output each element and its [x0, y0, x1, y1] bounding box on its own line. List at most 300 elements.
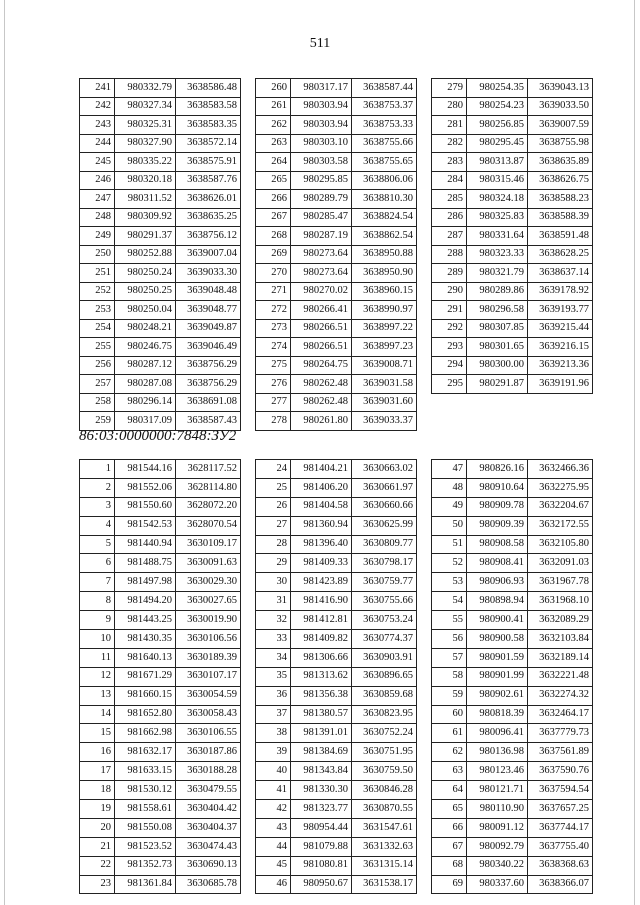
x-coordinate-cell: 981356.38	[291, 686, 352, 705]
x-coordinate-cell: 980262.48	[291, 393, 352, 412]
point-number-cell: 277	[256, 393, 291, 412]
x-coordinate-cell: 980325.31	[115, 116, 176, 135]
y-coordinate-cell: 3638591.48	[528, 227, 593, 246]
x-coordinate-cell: 980246.75	[115, 338, 176, 357]
point-number-cell: 52	[432, 554, 467, 573]
table-row	[432, 338, 593, 357]
x-coordinate-cell: 980121.71	[467, 781, 528, 800]
point-number-cell: 34	[256, 648, 291, 667]
page-number: 511	[309, 36, 331, 51]
y-coordinate-cell: 3630859.68	[352, 686, 417, 705]
x-coordinate-cell: 980323.33	[467, 245, 528, 264]
x-coordinate-cell: 980250.25	[115, 282, 176, 301]
table-row	[80, 208, 241, 227]
y-coordinate-cell: 3638756.29	[176, 375, 241, 394]
table-row	[432, 743, 593, 762]
x-coordinate-cell: 981542.53	[115, 516, 176, 535]
table-row	[432, 648, 593, 667]
x-coordinate-cell: 980096.41	[467, 724, 528, 743]
point-number-cell: 8	[80, 592, 115, 611]
x-coordinate-cell: 980906.93	[467, 573, 528, 592]
x-coordinate-cell: 981306.66	[291, 648, 352, 667]
x-coordinate-cell: 981497.98	[115, 573, 176, 592]
point-number-cell: 266	[256, 190, 291, 209]
point-number-cell: 55	[432, 611, 467, 630]
point-number-cell: 50	[432, 516, 467, 535]
point-number-cell: 65	[432, 800, 467, 819]
x-coordinate-cell: 981416.90	[291, 592, 352, 611]
x-coordinate-cell: 980908.58	[467, 535, 528, 554]
x-coordinate-cell: 981544.16	[115, 460, 176, 479]
point-number-cell: 261	[256, 97, 291, 116]
y-coordinate-cell: 3630058.43	[176, 705, 241, 724]
x-coordinate-cell: 980303.58	[291, 153, 352, 172]
point-number-cell: 53	[432, 573, 467, 592]
point-number-cell: 22	[80, 856, 115, 875]
x-coordinate-cell: 980313.87	[467, 153, 528, 172]
table-row	[256, 516, 417, 535]
x-coordinate-cell: 980910.64	[467, 478, 528, 497]
y-coordinate-cell: 3638806.06	[352, 171, 417, 190]
point-number-cell: 14	[80, 705, 115, 724]
table-row	[80, 762, 241, 781]
point-number-cell: 263	[256, 134, 291, 153]
table-row	[256, 573, 417, 592]
y-coordinate-cell: 3638575.91	[176, 153, 241, 172]
y-coordinate-cell: 3628114.80	[176, 478, 241, 497]
point-number-cell: 25	[256, 478, 291, 497]
table-row	[80, 667, 241, 686]
x-coordinate-cell: 980303.94	[291, 116, 352, 135]
x-coordinate-cell: 980123.46	[467, 762, 528, 781]
point-number-cell: 294	[432, 356, 467, 375]
point-number-cell: 275	[256, 356, 291, 375]
table-row	[256, 227, 417, 246]
y-coordinate-cell: 3630027.65	[176, 592, 241, 611]
x-coordinate-cell: 981440.94	[115, 535, 176, 554]
point-number-cell: 291	[432, 301, 467, 320]
point-number-cell: 69	[432, 875, 467, 894]
y-coordinate-cell: 3628070.54	[176, 516, 241, 535]
y-coordinate-cell: 3638753.33	[352, 116, 417, 135]
table-row	[80, 245, 241, 264]
y-coordinate-cell: 3630054.59	[176, 686, 241, 705]
y-coordinate-cell: 3639033.50	[528, 97, 593, 116]
scan-edge-right	[634, 0, 635, 905]
point-number-cell: 265	[256, 171, 291, 190]
y-coordinate-cell: 3638588.23	[528, 190, 593, 209]
y-coordinate-cell: 3630109.17	[176, 535, 241, 554]
table-row	[80, 227, 241, 246]
y-coordinate-cell: 3632221.48	[528, 667, 593, 686]
table-row	[256, 611, 417, 630]
point-number-cell: 58	[432, 667, 467, 686]
table-row	[256, 301, 417, 320]
y-coordinate-cell: 3630091.63	[176, 554, 241, 573]
x-coordinate-cell: 980291.37	[115, 227, 176, 246]
table-row	[432, 264, 593, 283]
table-row	[256, 856, 417, 875]
table-row	[432, 573, 593, 592]
y-coordinate-cell: 3638587.44	[352, 79, 417, 98]
point-number-cell: 16	[80, 743, 115, 762]
point-number-cell: 31	[256, 592, 291, 611]
point-number-cell: 290	[432, 282, 467, 301]
table-row	[432, 478, 593, 497]
x-coordinate-cell: 980311.52	[115, 190, 176, 209]
point-number-cell: 284	[432, 171, 467, 190]
point-number-cell: 64	[432, 781, 467, 800]
table-row	[256, 705, 417, 724]
y-coordinate-cell: 3630106.55	[176, 724, 241, 743]
table-row	[432, 667, 593, 686]
point-number-cell: 37	[256, 705, 291, 724]
point-number-cell: 274	[256, 338, 291, 357]
point-number-cell: 21	[80, 837, 115, 856]
x-coordinate-cell: 981558.61	[115, 800, 176, 819]
table-row	[80, 800, 241, 819]
table-row	[256, 648, 417, 667]
y-coordinate-cell: 3630896.65	[352, 667, 417, 686]
table-row	[256, 875, 417, 894]
table-row	[80, 686, 241, 705]
point-number-cell: 10	[80, 630, 115, 649]
point-number-cell: 259	[80, 412, 115, 431]
x-coordinate-cell: 981313.62	[291, 667, 352, 686]
table-row	[432, 171, 593, 190]
point-number-cell: 30	[256, 573, 291, 592]
point-number-cell: 251	[80, 264, 115, 283]
y-coordinate-cell: 3630474.43	[176, 837, 241, 856]
point-number-cell: 250	[80, 245, 115, 264]
x-coordinate-cell: 981080.81	[291, 856, 352, 875]
table-row	[80, 171, 241, 190]
y-coordinate-cell: 3637561.89	[528, 743, 593, 762]
point-number-cell: 289	[432, 264, 467, 283]
point-number-cell: 46	[256, 875, 291, 894]
table-row	[80, 190, 241, 209]
x-coordinate-cell: 981662.98	[115, 724, 176, 743]
point-number-cell: 244	[80, 134, 115, 153]
x-coordinate-cell: 980300.00	[467, 356, 528, 375]
coordinates-table-top-1	[79, 78, 241, 431]
x-coordinate-cell: 981396.40	[291, 535, 352, 554]
x-coordinate-cell: 980266.41	[291, 301, 352, 320]
y-coordinate-cell: 3638635.89	[528, 153, 593, 172]
point-number-cell: 280	[432, 97, 467, 116]
point-number-cell: 57	[432, 648, 467, 667]
table-row	[256, 800, 417, 819]
x-coordinate-cell: 980266.51	[291, 319, 352, 338]
point-number-cell: 271	[256, 282, 291, 301]
y-coordinate-cell: 3638368.63	[528, 856, 593, 875]
x-coordinate-cell: 980110.90	[467, 800, 528, 819]
x-coordinate-cell: 981430.35	[115, 630, 176, 649]
table-row	[256, 478, 417, 497]
point-number-cell: 293	[432, 338, 467, 357]
table-row	[80, 460, 241, 479]
x-coordinate-cell: 980091.12	[467, 818, 528, 837]
point-number-cell: 288	[432, 245, 467, 264]
point-number-cell: 59	[432, 686, 467, 705]
y-coordinate-cell: 3630625.99	[352, 516, 417, 535]
table-row	[432, 800, 593, 819]
y-coordinate-cell: 3630753.24	[352, 611, 417, 630]
point-number-cell: 19	[80, 800, 115, 819]
section-title: 86:03:0000000:7848:ЗУ2	[79, 428, 237, 444]
y-coordinate-cell: 3630752.24	[352, 724, 417, 743]
x-coordinate-cell: 980898.94	[467, 592, 528, 611]
y-coordinate-cell: 3638366.07	[528, 875, 593, 894]
x-coordinate-cell: 980954.44	[291, 818, 352, 837]
x-coordinate-cell: 981671.29	[115, 667, 176, 686]
table-row	[432, 554, 593, 573]
point-number-cell: 4	[80, 516, 115, 535]
y-coordinate-cell: 3630774.37	[352, 630, 417, 649]
y-coordinate-cell: 3630189.39	[176, 648, 241, 667]
table-row	[256, 245, 417, 264]
x-coordinate-cell: 981530.12	[115, 781, 176, 800]
x-coordinate-cell: 981330.30	[291, 781, 352, 800]
y-coordinate-cell: 3639031.60	[352, 393, 417, 412]
table-row	[256, 592, 417, 611]
table-row	[432, 97, 593, 116]
y-coordinate-cell: 3630903.91	[352, 648, 417, 667]
point-number-cell: 3	[80, 497, 115, 516]
point-number-cell: 273	[256, 319, 291, 338]
table-row	[80, 264, 241, 283]
y-coordinate-cell: 3630846.28	[352, 781, 417, 800]
y-coordinate-cell: 3639216.15	[528, 338, 593, 357]
x-coordinate-cell: 980136.98	[467, 743, 528, 762]
y-coordinate-cell: 3639213.36	[528, 356, 593, 375]
table-row	[432, 134, 593, 153]
y-coordinate-cell: 3630870.55	[352, 800, 417, 819]
table-row	[432, 356, 593, 375]
table-row	[432, 762, 593, 781]
table-row	[432, 301, 593, 320]
x-coordinate-cell: 980254.35	[467, 79, 528, 98]
x-coordinate-cell: 980317.09	[115, 412, 176, 431]
table-row	[432, 781, 593, 800]
y-coordinate-cell: 3639043.13	[528, 79, 593, 98]
y-coordinate-cell: 3631332.63	[352, 837, 417, 856]
point-number-cell: 24	[256, 460, 291, 479]
table-row	[80, 282, 241, 301]
table-row	[80, 856, 241, 875]
x-coordinate-cell: 980287.08	[115, 375, 176, 394]
table-row	[80, 837, 241, 856]
x-coordinate-cell: 980321.79	[467, 264, 528, 283]
table-row	[432, 875, 593, 894]
point-number-cell: 48	[432, 478, 467, 497]
table-row	[256, 686, 417, 705]
x-coordinate-cell: 980324.18	[467, 190, 528, 209]
x-coordinate-cell: 981409.82	[291, 630, 352, 649]
table-row	[256, 190, 417, 209]
point-number-cell: 1	[80, 460, 115, 479]
table-row	[432, 592, 593, 611]
x-coordinate-cell: 981494.20	[115, 592, 176, 611]
y-coordinate-cell: 3638583.35	[176, 116, 241, 135]
point-number-cell: 272	[256, 301, 291, 320]
point-number-cell: 2	[80, 478, 115, 497]
y-coordinate-cell: 3631968.10	[528, 592, 593, 611]
y-coordinate-cell: 3630809.77	[352, 535, 417, 554]
table-row	[80, 554, 241, 573]
y-coordinate-cell: 3638628.25	[528, 245, 593, 264]
point-number-cell: 282	[432, 134, 467, 153]
y-coordinate-cell: 3639033.30	[176, 264, 241, 283]
table-row	[256, 97, 417, 116]
x-coordinate-cell: 980337.60	[467, 875, 528, 894]
y-coordinate-cell: 3631967.78	[528, 573, 593, 592]
y-coordinate-cell: 3630404.42	[176, 800, 241, 819]
y-coordinate-cell: 3630661.97	[352, 478, 417, 497]
table-row	[256, 356, 417, 375]
point-number-cell: 256	[80, 356, 115, 375]
y-coordinate-cell: 3631538.17	[352, 875, 417, 894]
x-coordinate-cell: 980901.59	[467, 648, 528, 667]
table-row	[256, 319, 417, 338]
y-coordinate-cell: 3631547.61	[352, 818, 417, 837]
x-coordinate-cell: 980320.18	[115, 171, 176, 190]
point-number-cell: 13	[80, 686, 115, 705]
point-number-cell: 29	[256, 554, 291, 573]
point-number-cell: 246	[80, 171, 115, 190]
table-row	[256, 667, 417, 686]
table-row	[432, 724, 593, 743]
x-coordinate-cell: 981343.84	[291, 762, 352, 781]
table-row	[80, 134, 241, 153]
table-row	[432, 535, 593, 554]
y-coordinate-cell: 3630404.37	[176, 818, 241, 837]
x-coordinate-cell: 980273.64	[291, 245, 352, 264]
table-row	[80, 648, 241, 667]
coordinates-table-top-3	[431, 78, 593, 394]
table-row	[256, 743, 417, 762]
table-row	[432, 79, 593, 98]
table-row	[80, 818, 241, 837]
y-coordinate-cell: 3639178.92	[528, 282, 593, 301]
y-coordinate-cell: 3639031.58	[352, 375, 417, 394]
table-row	[80, 724, 241, 743]
x-coordinate-cell: 981632.17	[115, 743, 176, 762]
y-coordinate-cell: 3632089.29	[528, 611, 593, 630]
point-number-cell: 20	[80, 818, 115, 837]
point-number-cell: 262	[256, 116, 291, 135]
point-number-cell: 32	[256, 611, 291, 630]
table-row	[256, 412, 417, 431]
x-coordinate-cell: 980309.92	[115, 208, 176, 227]
table-row	[256, 781, 417, 800]
x-coordinate-cell: 980335.22	[115, 153, 176, 172]
x-coordinate-cell: 980332.79	[115, 79, 176, 98]
y-coordinate-cell: 3630019.90	[176, 611, 241, 630]
point-number-cell: 42	[256, 800, 291, 819]
y-coordinate-cell: 3638637.14	[528, 264, 593, 283]
point-number-cell: 38	[256, 724, 291, 743]
x-coordinate-cell: 980303.10	[291, 134, 352, 153]
point-number-cell: 68	[432, 856, 467, 875]
point-number-cell: 241	[80, 79, 115, 98]
y-coordinate-cell: 3630755.66	[352, 592, 417, 611]
table-row	[80, 375, 241, 394]
table-row	[432, 818, 593, 837]
point-number-cell: 278	[256, 412, 291, 431]
point-number-cell: 63	[432, 762, 467, 781]
x-coordinate-cell: 981352.73	[115, 856, 176, 875]
table-row	[432, 460, 593, 479]
table-row	[432, 686, 593, 705]
x-coordinate-cell: 981361.84	[115, 875, 176, 894]
y-coordinate-cell: 3638950.90	[352, 264, 417, 283]
x-coordinate-cell: 981406.20	[291, 478, 352, 497]
y-coordinate-cell: 3638586.48	[176, 79, 241, 98]
table-row	[256, 724, 417, 743]
point-number-cell: 51	[432, 535, 467, 554]
point-number-cell: 6	[80, 554, 115, 573]
table-row	[256, 554, 417, 573]
x-coordinate-cell: 981404.21	[291, 460, 352, 479]
table-row	[432, 190, 593, 209]
point-number-cell: 11	[80, 648, 115, 667]
y-coordinate-cell: 3638755.98	[528, 134, 593, 153]
x-coordinate-cell: 980900.41	[467, 611, 528, 630]
point-number-cell: 286	[432, 208, 467, 227]
x-coordinate-cell: 980901.99	[467, 667, 528, 686]
table-row	[432, 375, 593, 394]
table-row	[256, 818, 417, 837]
table-row	[432, 856, 593, 875]
x-coordinate-cell: 980270.02	[291, 282, 352, 301]
x-coordinate-cell: 981660.15	[115, 686, 176, 705]
y-coordinate-cell: 3637744.17	[528, 818, 593, 837]
x-coordinate-cell: 980327.34	[115, 97, 176, 116]
y-coordinate-cell: 3638960.15	[352, 282, 417, 301]
table-row	[256, 630, 417, 649]
table-row	[80, 97, 241, 116]
y-coordinate-cell: 3638588.39	[528, 208, 593, 227]
table-row	[256, 208, 417, 227]
y-coordinate-cell: 3638635.25	[176, 208, 241, 227]
x-coordinate-cell: 980254.23	[467, 97, 528, 116]
point-number-cell: 7	[80, 573, 115, 592]
table-row	[256, 837, 417, 856]
y-coordinate-cell: 3630660.66	[352, 497, 417, 516]
x-coordinate-cell: 981409.33	[291, 554, 352, 573]
table-row	[432, 611, 593, 630]
x-coordinate-cell: 981633.15	[115, 762, 176, 781]
table-row	[80, 535, 241, 554]
y-coordinate-cell: 3632189.14	[528, 648, 593, 667]
x-coordinate-cell: 980307.85	[467, 319, 528, 338]
x-coordinate-cell: 980248.21	[115, 319, 176, 338]
table-row	[80, 79, 241, 98]
table-row	[256, 460, 417, 479]
x-coordinate-cell: 980264.75	[291, 356, 352, 375]
x-coordinate-cell: 980287.19	[291, 227, 352, 246]
y-coordinate-cell: 3639049.87	[176, 319, 241, 338]
y-coordinate-cell: 3638756.29	[176, 356, 241, 375]
table-row	[80, 356, 241, 375]
x-coordinate-cell: 980900.58	[467, 630, 528, 649]
point-number-cell: 264	[256, 153, 291, 172]
table-row	[80, 338, 241, 357]
y-coordinate-cell: 3638691.08	[176, 393, 241, 412]
table-row	[256, 375, 417, 394]
x-coordinate-cell: 980289.79	[291, 190, 352, 209]
